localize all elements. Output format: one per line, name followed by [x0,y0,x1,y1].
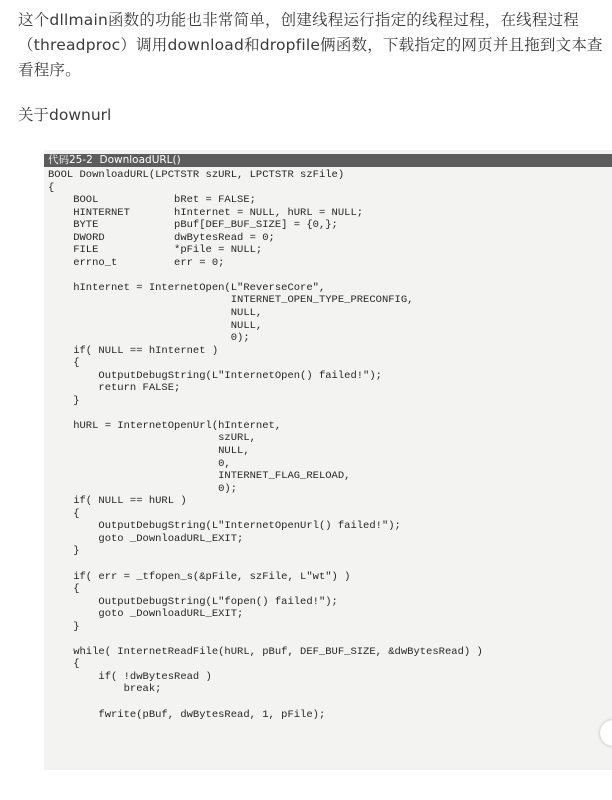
code-line: { [48,507,80,520]
code-line [48,633,483,646]
code-line: DWORD dwBytesRead = 0; [48,231,275,244]
code-line [48,558,483,571]
code-line: break; [48,683,162,696]
code-line: if( NULL == hInternet ) [48,344,219,357]
code-line: goto _DownloadURL_EXIT; [48,532,244,545]
code-line: 0, [48,457,231,470]
code-line: goto _DownloadURL_EXIT; [48,608,244,621]
code-line: FILE *pFile = NULL; [48,244,263,257]
code-line: NULL, [48,445,250,458]
code-line: while( InternetReadFile(hURL, pBuf, DEF_BUF_SIZE, &dwBytesRead) ) [48,645,483,658]
code-line: return FALSE; [48,382,181,395]
code-line: hInternet = InternetOpen(L"ReverseCore", [48,281,326,294]
code-line: INTERNET_FLAG_RELOAD, [48,470,351,483]
code-line: OutputDebugString(L"InternetOpen() failed!"); [48,369,382,382]
code-line: NULL, [48,307,263,320]
code-caption-bar [44,154,612,167]
code-line: BOOL DownloadURL(LPCTSTR szURL, LPCTSTR szFile) [48,169,345,181]
body-paragraph: 这个dllmain函数的功能也非常简单，创建线程运行指定的线程过程，在线程过程（threadproc）调用download和dropfile俩函数，下载指定的网页并且拖到文本查看程序。 [18,11,603,79]
code-line: BOOL bRet = FALSE; [48,194,256,207]
code-line: 0); [48,332,250,345]
code-line: errno_t err = 0; [48,256,225,269]
code-line: } [48,394,80,407]
code-line: if( NULL == hURL ) [48,495,187,508]
code-figure [44,150,612,770]
code-line: OutputDebugString(L"fopen() failed!"); [48,595,338,608]
code-line [48,407,483,420]
code-line: { [48,583,80,596]
code-listing [48,169,483,721]
code-line: 0); [48,482,238,495]
code-line: if( !dwBytesRead ) [48,670,212,683]
code-line [48,269,483,282]
code-line: { [48,357,80,370]
code-line: { [48,181,55,194]
code-line: szURL, [48,432,256,445]
code-line: HINTERNET hInternet = NULL, hURL = NULL; [48,206,364,219]
code-line: NULL, [48,319,263,332]
code-line [48,696,483,709]
code-line: fwrite(pBuf, dwBytesRead, 1, pFile); [48,708,326,721]
code-caption: 代码25-2 DownloadURL() [48,154,181,166]
code-line: } [48,620,80,633]
code-line: hURL = InternetOpenUrl(hInternet, [48,419,282,432]
code-line: if( err = _tfopen_s(&pFile, szFile, L"wt") ) [48,570,351,583]
code-line: OutputDebugString(L"InternetOpenUrl() failed!"); [48,520,401,533]
code-line: BYTE pBuf[DEF_BUF_SIZE] = {0,}; [48,219,338,232]
code-line: { [48,658,80,671]
section-subheading: 关于downurl [18,106,112,124]
code-line: INTERNET_OPEN_TYPE_PRECONFIG, [48,294,414,307]
code-line: } [48,545,80,558]
